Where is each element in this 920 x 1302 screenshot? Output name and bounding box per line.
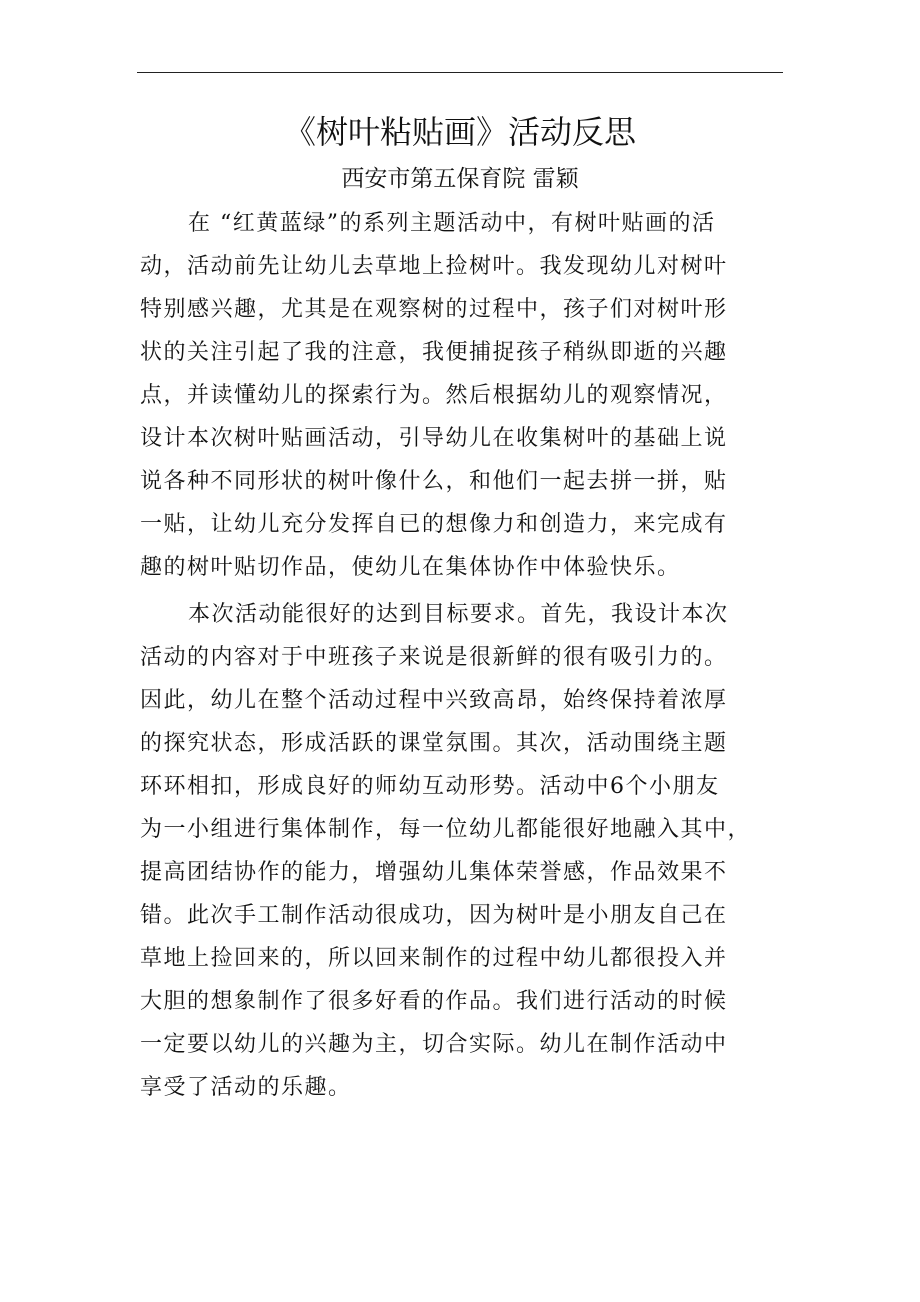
paragraph-line: 享受了活动的乐趣。 bbox=[140, 1075, 352, 1100]
document-title: 《树叶粘贴画》活动反思 bbox=[283, 113, 636, 151]
paragraph-line: 活动的内容对于中班孩子来说是很新鲜的很有吸引力的。 bbox=[140, 645, 728, 670]
paragraph-line: 设计本次树叶贴画活动，引导幼儿在收集树叶的基础上说 bbox=[140, 426, 728, 451]
paragraph-line: 一定要以幼儿的兴趣为主，切合实际。幼儿在制作活动中 bbox=[140, 1032, 728, 1057]
paragraph-1 bbox=[140, 202, 800, 589]
document-author: 西安市第五保育院 雷颖 bbox=[341, 166, 579, 192]
paragraph-line: 趣的树叶贴切作品，使幼儿在集体协作中体验快乐。 bbox=[140, 555, 681, 580]
paragraph-line: 草地上捡回来的，所以回来制作的过程中幼儿都很投入并 bbox=[140, 946, 728, 971]
paragraph-line: 为一小组进行集体制作，每一位幼儿都能很好地融入其中， bbox=[140, 817, 752, 842]
header-rule bbox=[137, 72, 783, 73]
paragraph-line: 大胆的想象制作了很多好看的作品。我们进行活动的时候 bbox=[140, 989, 728, 1014]
paragraph-line: 环环相扣，形成良好的师幼互动形势。活动中6个小朋友 bbox=[140, 774, 720, 799]
paragraph-line: 状的关注引起了我的注意，我便捕捉孩子稍纵即逝的兴趣 bbox=[140, 340, 728, 365]
paragraph-line: 特别感兴趣，尤其是在观察树的过程中，孩子们对树叶形 bbox=[140, 297, 728, 322]
paragraph-line: 本次活动能很好的达到目标要求。首先，我设计本次 bbox=[188, 602, 729, 627]
paragraph-line: 说各种不同形状的树叶像什么，和他们一起去拼一拼，贴 bbox=[140, 469, 728, 494]
paragraph-line: 动，活动前先让幼儿去草地上捡树叶。我发现幼儿对树叶 bbox=[140, 254, 728, 279]
paragraph-line: 在 “红黄蓝绿”的系列主题活动中，有树叶贴画的活 bbox=[188, 211, 716, 236]
paragraph-2 bbox=[140, 593, 800, 1109]
paragraph-line: 错。此次手工制作活动很成功，因为树叶是小朋友自己在 bbox=[140, 903, 728, 928]
paragraph-line: 提高团结协作的能力，增强幼儿集体荣誉感，作品效果不 bbox=[140, 860, 728, 885]
paragraph-line: 一贴，让幼儿充分发挥自已的想像力和创造力，来完成有 bbox=[140, 512, 728, 537]
paragraph-line: 点，并读懂幼儿的探索行为。然后根据幼儿的观察情况， bbox=[140, 383, 728, 408]
paragraph-line: 的探究状态，形成活跃的课堂氛围。其次，活动围绕主题 bbox=[140, 731, 728, 756]
paragraph-line: 因此，幼儿在整个活动过程中兴致高昂，始终保持着浓厚 bbox=[140, 688, 728, 713]
